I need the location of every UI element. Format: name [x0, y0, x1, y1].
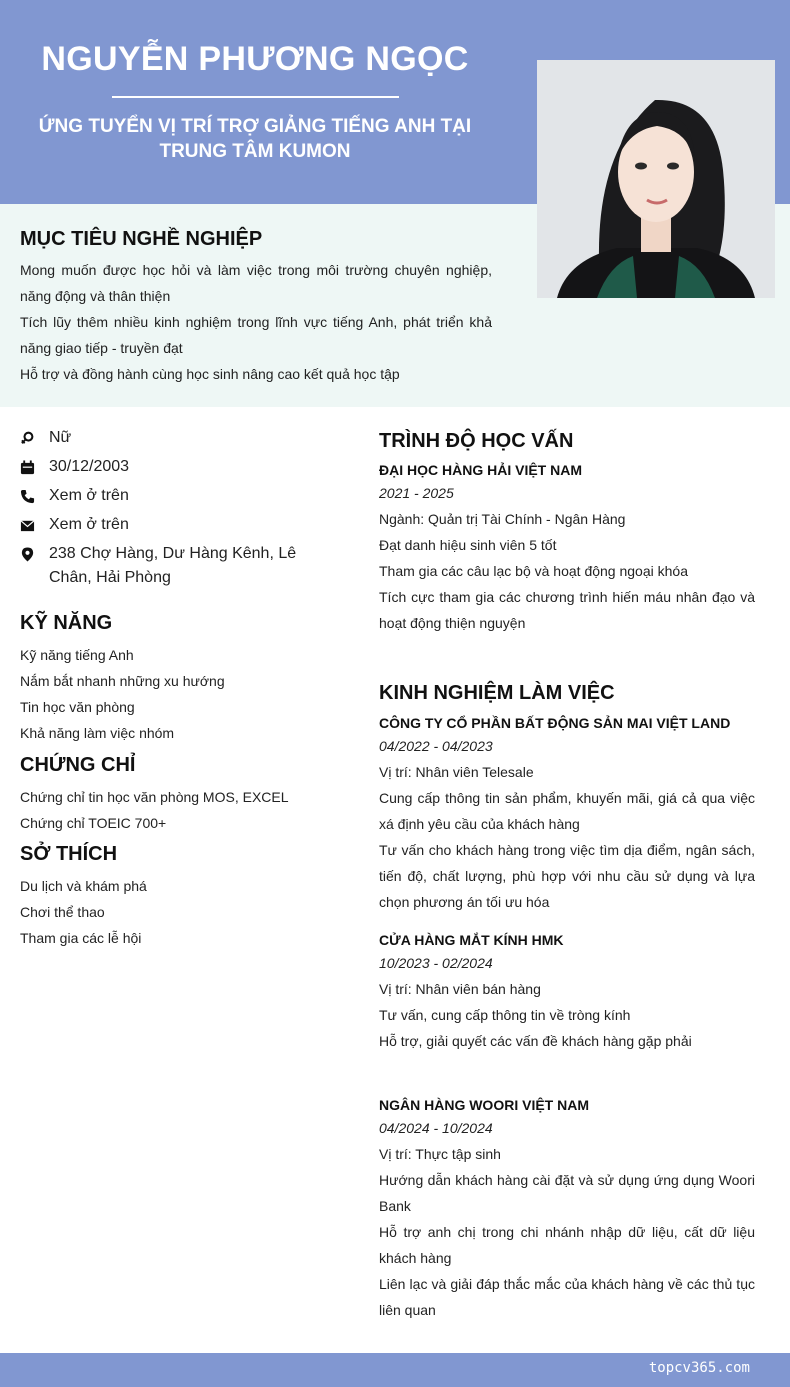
skill-item: Kỹ năng tiếng Anh	[20, 647, 134, 663]
birthday-value: 30/12/2003	[49, 458, 130, 475]
email-row	[20, 513, 340, 537]
company-name: CỬA HÀNG MẮT KÍNH HMK	[379, 932, 564, 948]
education-title: TRÌNH ĐỘ HỌC VẤN	[379, 430, 574, 452]
objective-line: Mong muốn được học hỏi và làm việc trong môi trường chuyên nghiệp, năng động và thân thiện	[20, 262, 492, 304]
job-dates: 04/2022 - 04/2023	[379, 738, 493, 754]
address-row	[20, 542, 340, 590]
objective-line: Tích lũy thêm nhiều kinh nghiệm trong lĩnh vực tiếng Anh, phát triển khả năng giao tiếp - truyền đạt	[20, 314, 492, 356]
job-line: Hướng dẫn khách hàng cài đặt và sử dụng ứng dụng Woori Bank	[379, 1172, 755, 1214]
phone-icon	[20, 484, 49, 508]
hobby-item: Chơi thể thao	[20, 904, 105, 920]
job-line: Vị trí: Nhân viên Telesale	[379, 764, 534, 780]
job-dates: 10/2023 - 02/2024	[379, 955, 493, 971]
job-line: Cung cấp thông tin sản phẩm, khuyến mãi, giá cả qua việc xá định yêu cầu của khách hàng	[379, 790, 755, 832]
job-line: Tư vấn cho khách hàng trong việc tìm dịa điểm, ngân sách, tiến độ, chất lượng, phù hợp với nhu cầu sử dụng và lựa chọn phương án tối ưu hóa	[379, 842, 755, 910]
objective-title: MỤC TIÊU NGHỀ NGHIỆP	[20, 228, 263, 250]
hobbies-title: SỞ THÍCH	[20, 843, 118, 865]
school-name: ĐẠI HỌC HÀNG HẢI VIỆT NAM	[379, 462, 582, 478]
footer-bar	[0, 1353, 790, 1387]
job-line: Hỗ trợ anh chị trong chi nhánh nhập dữ liệu, cất dữ liệu khách hàng	[379, 1224, 755, 1266]
experience-section	[379, 680, 755, 706]
skill-item: Tin học văn phòng	[20, 699, 135, 715]
objective-line: Hỗ trợ và đồng hành cùng học sinh nâng cao kết quả học tập	[20, 366, 400, 382]
phone-value: Xem ở trên	[49, 487, 129, 504]
hobbies-section	[20, 841, 340, 951]
education-section	[379, 428, 755, 636]
certificates-section	[20, 752, 340, 836]
gender-icon	[20, 426, 49, 450]
skills-section	[20, 610, 340, 746]
profile-photo	[537, 60, 775, 298]
job-line: Vị trí: Thực tập sinh	[379, 1146, 501, 1162]
skill-item: Khả năng làm việc nhóm	[20, 725, 175, 741]
address-value: 238 Chợ Hàng, Dư Hàng Kênh, Lê Chân, Hải Phòng	[49, 545, 297, 586]
envelope-icon	[20, 513, 49, 537]
gender-value: Nữ	[49, 429, 72, 446]
job-entry	[379, 713, 755, 915]
job-line: Liên lạc và giải đáp thắc mắc của khách hàng về các thủ tục liên quan	[379, 1276, 755, 1318]
job-line: Vị trí: Nhân viên bán hàng	[379, 981, 541, 997]
education-line: Đạt danh hiệu sinh viên 5 tốt	[379, 537, 557, 553]
company-name: NGÂN HÀNG WOORI VIỆT NAM	[379, 1097, 589, 1113]
skill-item: Nắm bắt nhanh những xu hướng	[20, 673, 225, 689]
certificate-item: Chứng chỉ tin học văn phòng MOS, EXCEL	[20, 789, 289, 805]
company-name: CÔNG TY CỔ PHẦN BẤT ĐỘNG SẢN MAI VIỆT LAND	[379, 715, 731, 731]
footer-website: topcv365.com	[648, 1360, 750, 1376]
birthday-row	[20, 455, 340, 479]
education-dates: 2021 - 2025	[379, 485, 454, 501]
gender-row	[20, 426, 340, 450]
email-value: Xem ở trên	[49, 516, 129, 533]
skills-title: KỸ NĂNG	[20, 612, 113, 634]
education-line: Tích cực tham gia các chương trình hiến máu nhân đạo và hoạt động thiện nguyện	[379, 589, 755, 631]
job-entry	[379, 1095, 755, 1323]
portrait-illustration	[537, 60, 775, 298]
job-line: Hỗ trợ, giải quyết các vấn đề khách hàng gặp phải	[379, 1033, 692, 1049]
hobby-item: Tham gia các lễ hội	[20, 930, 142, 946]
certificate-item: Chứng chỉ TOEIC 700+	[20, 815, 167, 831]
location-pin-icon	[20, 542, 49, 566]
job-line: Tư vấn, cung cấp thông tin về tròng kính	[379, 1007, 631, 1023]
hobby-item: Du lịch và khám phá	[20, 878, 147, 894]
education-line: Ngành: Quản trị Tài Chính - Ngân Hàng	[379, 511, 626, 527]
objective-body	[20, 257, 492, 387]
header-divider	[112, 96, 399, 98]
phone-row	[20, 484, 340, 508]
job-dates: 04/2024 - 10/2024	[379, 1120, 493, 1136]
contact-info	[20, 426, 340, 595]
experience-title: KINH NGHIỆM LÀM VIỆC	[379, 682, 615, 704]
calendar-icon	[20, 455, 49, 479]
applied-position: ỨNG TUYỂN VỊ TRÍ TRỢ GIẢNG TIẾNG ANH TẠI TRUNG TÂM KUMON	[38, 116, 472, 162]
education-line: Tham gia các câu lạc bộ và hoạt động ngoại khóa	[379, 563, 688, 579]
job-entry	[379, 930, 755, 1054]
certificates-title: CHỨNG CHỈ	[20, 754, 136, 776]
candidate-name: NGUYỄN PHƯƠNG NGỌC	[41, 40, 469, 78]
